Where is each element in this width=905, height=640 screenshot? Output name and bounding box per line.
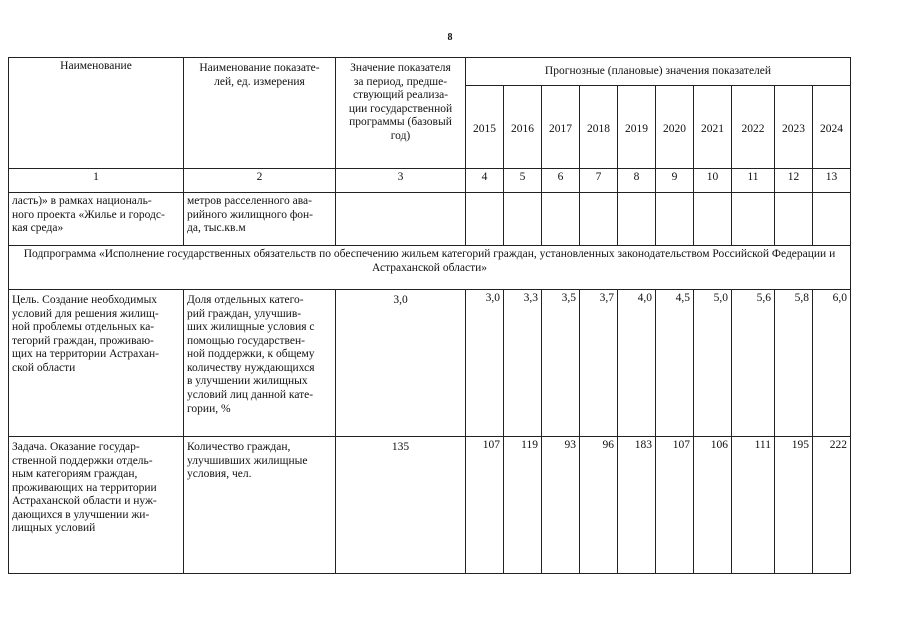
header-year: 2021: [694, 86, 732, 169]
header-name: Наименование: [9, 58, 184, 169]
empty-cell: [504, 193, 542, 246]
column-number: 12: [775, 169, 813, 193]
header-forecast-group: Прогнозные (плановые) значения показателей: [466, 58, 851, 86]
column-number: 3: [336, 169, 466, 193]
row-name: Задача. Оказание государ- ственной поддержки отдель- ным категориям граждан, проживающих на территории Астраханской области и нуж- дающихся в улучшении жи- лищных условий: [9, 437, 184, 574]
row-indicator: Доля отдельных катего- рий граждан, улучшив- ших жилищные условия с помощью государствен- ной поддержки, к общему количеству нуждающихся в улучшении жилищных условий лиц данной кате- гории, %: [184, 290, 336, 437]
indicators-table: [8, 57, 851, 574]
row-value: 3,3: [504, 290, 542, 437]
header-base-value: Значение показателя за период, предше- ствующий реализа- ции государственной программы (базовый год): [336, 58, 466, 169]
column-number: 8: [618, 169, 656, 193]
column-number: 10: [694, 169, 732, 193]
row-value: 106: [694, 437, 732, 574]
row-value: 5,0: [694, 290, 732, 437]
row-base-value: 3,0: [336, 290, 466, 437]
row-value: 4,0: [618, 290, 656, 437]
row-value: 107: [656, 437, 694, 574]
column-number: 2: [184, 169, 336, 193]
row-value: 96: [580, 437, 618, 574]
column-number: 13: [813, 169, 851, 193]
empty-cell: [466, 193, 504, 246]
column-numbers-row: [9, 169, 851, 193]
empty-cell: [813, 193, 851, 246]
row-value: 6,0: [813, 290, 851, 437]
table-row: [9, 290, 851, 437]
column-number: 4: [466, 169, 504, 193]
header-year: 2023: [775, 86, 813, 169]
empty-cell: [732, 193, 775, 246]
column-number: 1: [9, 169, 184, 193]
column-number: 11: [732, 169, 775, 193]
empty-cell: [618, 193, 656, 246]
header-year: 2024: [813, 86, 851, 169]
subprogram-row: [9, 246, 851, 290]
row-value: 5,8: [775, 290, 813, 437]
header-year: 2020: [656, 86, 694, 169]
row-value: 3,5: [542, 290, 580, 437]
row-value: 107: [466, 437, 504, 574]
header-year: 2018: [580, 86, 618, 169]
continuation-name: ласть)» в рамках националь- ного проекта «Жилье и городс- кая среда»: [9, 193, 184, 246]
empty-cell: [336, 193, 466, 246]
column-number: 7: [580, 169, 618, 193]
header-row-top: [9, 58, 851, 86]
header-year: 2022: [732, 86, 775, 169]
row-value: 3,0: [466, 290, 504, 437]
row-value: 119: [504, 437, 542, 574]
empty-cell: [580, 193, 618, 246]
continuation-row: [9, 193, 851, 246]
column-number: 9: [656, 169, 694, 193]
row-value: 195: [775, 437, 813, 574]
row-indicator: Количество граждан, улучшивших жилищные условия, чел.: [184, 437, 336, 574]
header-year: 2016: [504, 86, 542, 169]
empty-cell: [775, 193, 813, 246]
row-value: 111: [732, 437, 775, 574]
row-value: 4,5: [656, 290, 694, 437]
empty-cell: [542, 193, 580, 246]
page-number: 8: [447, 32, 453, 43]
table-row: [9, 437, 851, 574]
header-indicator: Наименование показате- лей, ед. измерения: [184, 58, 336, 169]
empty-cell: [694, 193, 732, 246]
subprogram-title: Подпрограмма «Исполнение государственных обязательств по обеспечению жильем категорий граждан, установленных законодательством Российской Федерации и Астраханской области»: [9, 246, 851, 290]
row-value: 93: [542, 437, 580, 574]
row-base-value: 135: [336, 437, 466, 574]
row-value: 3,7: [580, 290, 618, 437]
column-number: 6: [542, 169, 580, 193]
empty-cell: [656, 193, 694, 246]
header-year: 2017: [542, 86, 580, 169]
header-year: 2015: [466, 86, 504, 169]
column-number: 5: [504, 169, 542, 193]
header-year: 2019: [618, 86, 656, 169]
continuation-indicator: метров расселенного ава- рийного жилищного фон- да, тыс.кв.м: [184, 193, 336, 246]
row-value: 183: [618, 437, 656, 574]
row-value: 5,6: [732, 290, 775, 437]
row-name: Цель. Создание необходимых условий для решения жилищ- ной проблемы отдельных ка- тегорий граждан, проживаю- щих на территории Астрахан- ской области: [9, 290, 184, 437]
row-value: 222: [813, 437, 851, 574]
